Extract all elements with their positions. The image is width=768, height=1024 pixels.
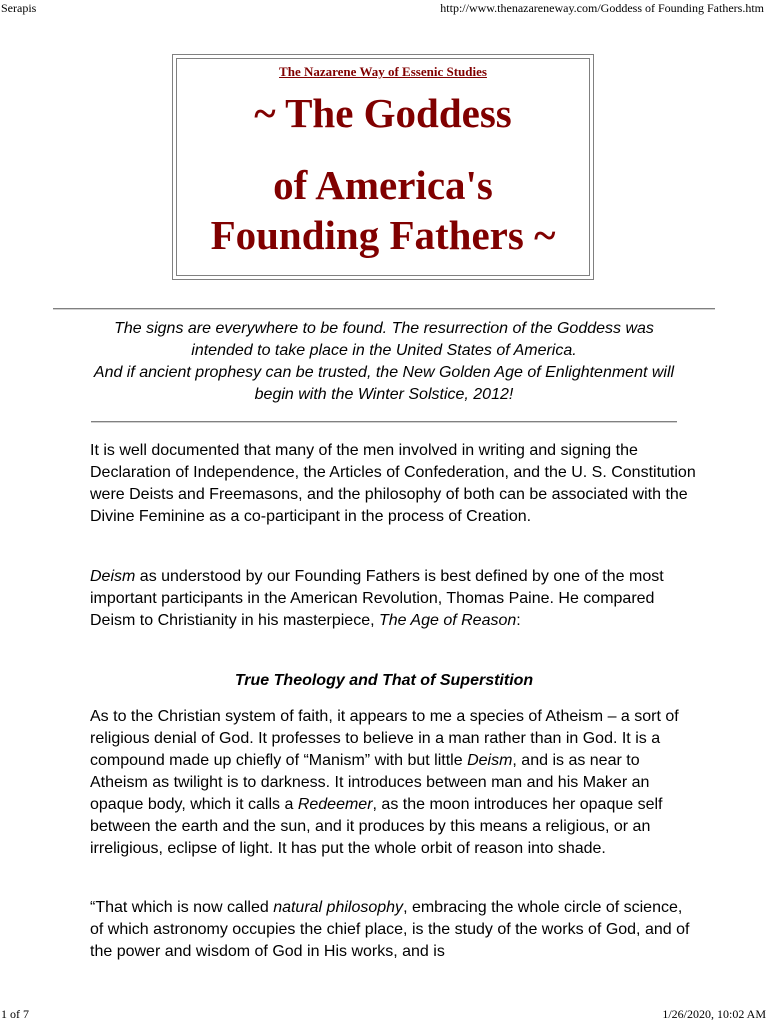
print-timestamp: 1/26/2020, 10:02 AM <box>662 1007 766 1021</box>
horizontal-rule-top <box>53 308 715 310</box>
paragraph-3-text-2: , and is as near to Atheism as twilight is to darkness. It introduces between man and his Maker an opaque body, which it calls a <box>90 752 650 813</box>
paragraph-2 <box>90 566 700 632</box>
title-box-inner <box>176 58 590 276</box>
title-box <box>172 54 594 280</box>
paragraph-3 <box>90 706 700 860</box>
age-of-reason-title: The Age of Reason <box>378 612 517 629</box>
page-title-line-2: of America's <box>273 162 493 208</box>
section-subheading: True Theology and That of Superstition <box>234 672 534 689</box>
print-header-url: http://www.thenazareneway.com/Goddess of Founding Fathers.htm <box>440 1 764 15</box>
page-number: 1 of 7 <box>1 1007 29 1021</box>
page-title-line-1: ~ The Goddess <box>254 90 512 136</box>
intro-line-2: intended to take place in the United States of America. <box>191 342 577 359</box>
intro-line-1: The signs are everywhere to be found. The resurrection of the Goddess was <box>114 320 654 337</box>
site-link[interactable]: The Nazarene Way of Essenic Studies <box>279 64 487 79</box>
print-header <box>0 0 768 16</box>
deism-term-2: Deism <box>467 752 513 769</box>
intro-line-3: And if ancient prophesy can be trusted, the New Golden Age of Enlightenment will <box>93 364 675 381</box>
paragraph-3-text-1: As to the Christian system of faith, it appears to me a species of Atheism – a sort of religious denial of God. It professes to believe in a man rather than in God. It is a compound made up chiefly of “Manism” with but little <box>90 708 679 769</box>
paragraph-4-text-1: “That which is now called <box>90 899 274 916</box>
print-footer <box>0 1006 768 1024</box>
horizontal-rule-intro <box>91 421 677 423</box>
paragraph-2-text-1: as understood by our Founding Fathers is best defined by one of the most important participants in the American Revolution, Thomas Paine. He compared Deism to Christianity in his masterpiece, <box>90 568 664 629</box>
paragraph-3-text-3: , as the moon introduces her opaque self between the earth and the sun, and it produces by this means a religious, or an irreligious, eclipse of light. It has put the whole orbit of reason into shade. <box>90 796 663 857</box>
paragraph-4-text-2: , embracing the whole circle of science, of which astronomy occupies the chief place, is the study of the works of God, and of the power and wisdom of God in His works, and is <box>90 899 690 960</box>
paragraph-4 <box>90 897 700 963</box>
paragraph-1-text: It is well documented that many of the men involved in writing and signing the Declaration of Independence, the Articles of Confederation, and the U. S. Constitution were Deists and Freemasons, and the philosophy of both can be associated with the Divine Feminine as a co-participant in the process of Creation. <box>90 442 696 525</box>
redeemer-term: Redeemer <box>297 796 373 813</box>
paragraph-1 <box>90 440 700 528</box>
print-header-title: Serapis <box>1 1 37 15</box>
intro-line-4: begin with the Winter Solstice, 2012! <box>254 386 514 403</box>
page-title-line-3: Founding Fathers ~ <box>210 212 556 258</box>
deism-term: Deism <box>90 568 136 585</box>
intro-block <box>40 318 728 406</box>
natural-philosophy-term: natural philosophy <box>273 899 404 916</box>
paragraph-2-text-2: : <box>516 612 521 629</box>
